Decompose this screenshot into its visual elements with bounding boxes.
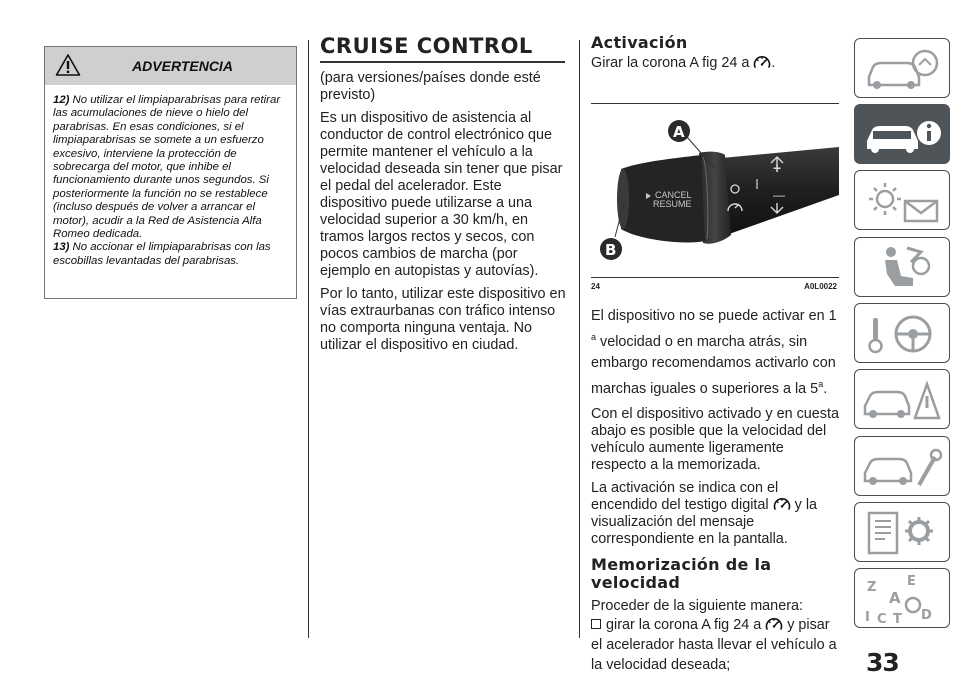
note-number: 12) [53, 94, 70, 106]
bullet-square-icon [591, 619, 601, 629]
speedometer-icon [765, 617, 783, 631]
seat-airbag-icon [855, 238, 951, 298]
activation-title: Activación [591, 33, 688, 52]
tab-index[interactable] [854, 568, 950, 628]
warning-note-13 [53, 241, 288, 268]
warning-lights-mail-icon [855, 171, 951, 231]
note-number: 13) [53, 241, 70, 254]
figure-number: 24 [591, 282, 600, 291]
car-dashboard-icon [855, 39, 951, 99]
activation-details [591, 306, 841, 681]
paragraph [591, 480, 841, 548]
warning-body [45, 85, 296, 268]
activation-text [591, 55, 841, 72]
warning-title: ADVERTENCIA [132, 58, 233, 74]
text-run: La activación se indica con el encendido del testigo digital [591, 480, 779, 513]
section-title: CRUISE CONTROL [320, 34, 533, 58]
plus-symbol: + [773, 160, 782, 176]
ordinal-superscript: a [818, 379, 824, 389]
text-run: El dispositivo no se puede activar en 1 [591, 308, 837, 324]
svg-text:E: E [907, 574, 916, 589]
activation-section [591, 34, 841, 78]
paragraph: (para versiones/países donde esté previsto) [320, 70, 541, 103]
alphabetical-index-icon [855, 569, 951, 629]
figure-code: A0L0022 [804, 282, 837, 291]
text-run: y la visualización del mensaje correspondiente en la pantalla. [591, 497, 818, 547]
text-run: girar la corona A fig 24 a [606, 617, 762, 633]
warning-header [45, 47, 296, 85]
svg-text:I: I [865, 610, 870, 625]
svg-text:T: T [893, 612, 902, 627]
paragraph: Por lo tanto, utilizar este dispositivo en vías extraurbanas con tráfico intenso no comporta ninguna ventaja. No utilizar el dispositivo en ciudad. [320, 286, 566, 353]
minus-symbol: — [773, 188, 785, 202]
callout-b: B [605, 241, 617, 259]
svg-text:Z: Z [867, 580, 877, 595]
tab-car-info[interactable] [854, 104, 950, 164]
svg-text:A: A [889, 589, 901, 607]
tab-dashboard[interactable] [854, 38, 950, 98]
column-divider-2 [579, 40, 580, 638]
cruise-control-lever-illustration [591, 107, 839, 275]
figure-24 [591, 103, 839, 292]
cruise-control-section [320, 34, 570, 360]
text-run: velocidad o en marcha atrás, sin embargo recomendamos activarlo con marchas iguales o superiores a la 5 [591, 334, 836, 397]
text-run: Girar la corona A fig 24 a [591, 55, 750, 71]
tab-emergency[interactable] [854, 369, 950, 429]
paragraph: Es un dispositivo de asistencia al conductor de control electrónico que permite mantener el vehículo a la velocidad deseada sin tener que pisar el pedal del acelerador. Este dispositivo puede utilizarse a una velocidad superior a 30 km/h, en tramos largos rectos y secos, con pocos cambios de marcha (por ejemplo en autopistas y autovías). [320, 110, 563, 279]
car-maintenance-icon [855, 437, 951, 497]
paragraph [591, 306, 841, 400]
tab-specifications[interactable] [854, 502, 950, 562]
title-line: velocidad [591, 573, 681, 592]
memorization-title [591, 556, 841, 592]
callout-a: A [673, 123, 685, 141]
steering-wheel-key-icon [855, 304, 951, 364]
tab-warning-lights[interactable] [854, 170, 950, 230]
specifications-gear-icon [855, 503, 951, 563]
tab-starting-driving[interactable] [854, 303, 950, 363]
ordinal-superscript: a [591, 332, 597, 342]
text-run: . [823, 381, 828, 397]
note-text: No utilizar el limpiaparabrisas para retirar las acumulaciones de nieve o hielo del parabrisas. En esas condiciones, si el limpiaparabrisas se somete a un esfuerzo excesivo, interviene la protección de sobrecarga del motor, que inhibe el funcionamiento durante unos segundos. Si posteriormente la función no se restablece (incluso después de volver a arrancar el motor), acudir a la Red de Asistencia Alfa Romeo dedicada. [53, 94, 281, 241]
resume-label: RESUME [653, 199, 692, 209]
note-text: No accionar el limpiaparabrisas con las escobillas levantadas del parabrisas. [53, 241, 271, 267]
warning-box [44, 46, 297, 299]
paragraph: Proceder de la siguiente manera: [591, 598, 803, 614]
title-line: Memorización de la [591, 555, 772, 574]
title-rule [320, 61, 565, 63]
cancel-label: CANCEL [655, 190, 692, 200]
tab-maintenance[interactable] [854, 436, 950, 496]
warning-note-12 [53, 94, 288, 241]
bullet-item [591, 615, 841, 675]
svg-text:D: D [921, 608, 932, 623]
figure-bottom-rule [591, 277, 839, 278]
text-run: y pisar el acelerador hasta llevar el vehículo a la velocidad deseada; [591, 617, 837, 673]
paragraph: Con el dispositivo activado y en cuesta abajo es posible que la velocidad del vehículo aumente ligeramente respecto a la memorizada. [591, 406, 839, 473]
car-info-icon [855, 105, 951, 165]
speedometer-icon [773, 497, 791, 511]
svg-text:C: C [877, 612, 887, 627]
figure-top-rule [591, 103, 839, 104]
page-number: 33 [866, 648, 899, 677]
column-divider-1 [308, 40, 309, 638]
speedometer-icon [753, 55, 771, 69]
car-road-warning-icon [855, 370, 951, 430]
text-run: . [771, 55, 776, 71]
tab-safety[interactable] [854, 237, 950, 297]
